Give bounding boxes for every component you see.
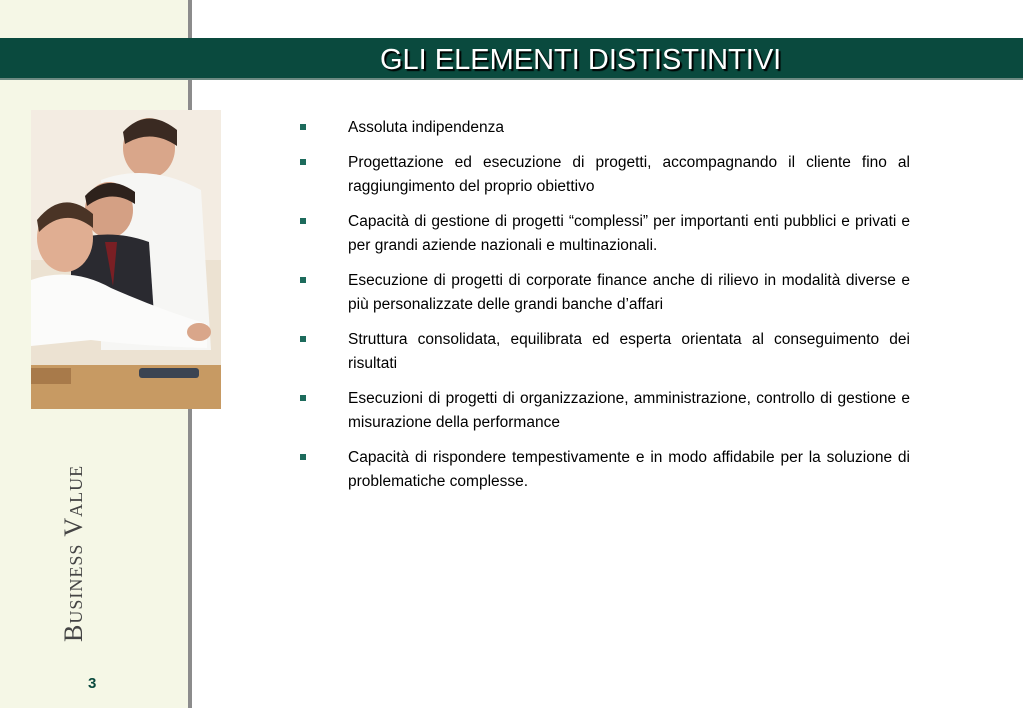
slide-title: GLI ELEMENTI DISTISTINTIVI [380, 44, 782, 76]
bullet-item [300, 210, 910, 258]
bullet-text: Esecuzioni di progetti di organizzazione, amministrazione, controllo di gestione e misurazione della performance [348, 390, 910, 431]
bullet-text: Capacità di gestione di progetti “complessi” per importanti enti pubblici e privati e per grandi aziende nazionali e multinazionali. [348, 213, 910, 254]
business-people-photo [31, 110, 221, 409]
bullet-item [300, 269, 910, 317]
bullet-text: Progettazione ed esecuzione di progetti, accompagnando il cliente fino al raggiungimento del proprio obiettivo [348, 154, 910, 195]
bullet-item [300, 387, 910, 435]
bullet-square-icon [300, 454, 306, 460]
bullet-item [300, 446, 910, 494]
bullet-text: Struttura consolidata, equilibrata ed esperta orientata al conseguimento dei risultati [348, 331, 910, 372]
bullet-square-icon [300, 395, 306, 401]
bullet-square-icon [300, 336, 306, 342]
bullet-text: Capacità di rispondere tempestivamente e in modo affidabile per la soluzione di problematiche complesse. [348, 449, 910, 490]
page-number: 3 [88, 675, 97, 692]
bullet-square-icon [300, 124, 306, 130]
bullet-text: Esecuzione di progetti di corporate finance anche di rilievo in modalità diverse e più personalizzate delle grandi banche d’affari [348, 272, 910, 313]
bullet-square-icon [300, 218, 306, 224]
bullet-item [300, 328, 910, 376]
bullet-text: Assoluta indipendenza [348, 119, 504, 136]
bullet-item [300, 151, 910, 199]
bullet-square-icon [300, 277, 306, 283]
bullet-item [300, 116, 910, 140]
bullet-list [300, 116, 910, 505]
brand-logo: Business Value [59, 464, 88, 642]
bullet-square-icon [300, 159, 306, 165]
